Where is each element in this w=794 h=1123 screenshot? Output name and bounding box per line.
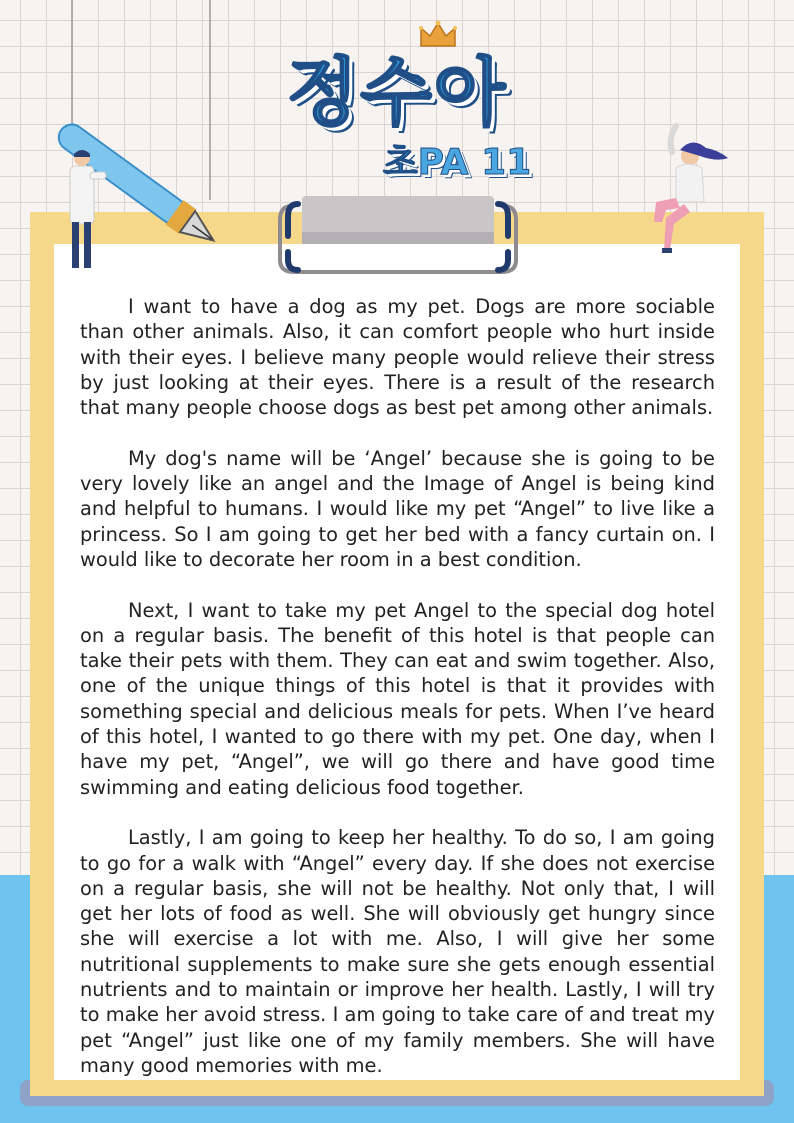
essay-paragraph: Lastly, I am going to keep her healthy. To do so, I am going to go for a walk with “Angel” every day. If she does not exercise on a regular basis, she will not be healthy. Not only that, I will get her lots of food as well. She will obviously get hungry since she will exercise a lot with me. Also, I will give her some nutritional supplements to make sure she gets enough essential nutrients and to maintain or improve her health. Lastly, I will try to make her avoid stress. I am going to take care of and treat my pet “Angel” just like one of my family members. She will have many good memories with me. xyxy=(80,826,715,1077)
page-subtitle: 초PA 11 xyxy=(382,142,532,183)
essay-paragraph: My dog's name will be ‘Angel’ because she is going to be very lovely like an angel and the Image of Angel is being kind and helpful to humans. I would like my pet “Angel” to live like a princess. So I am going to get her bed with a fancy curtain on. I would like to decorate her room in a best condition. xyxy=(80,446,715,571)
essay-body xyxy=(80,294,715,1104)
girl-figure xyxy=(640,122,740,257)
essay-paragraph: I want to have a dog as my pet. Dogs are more sociable than other animals. Also, it can comfort people who hurt inside with their eyes. I believe many people would relieve their stress by just looking at their eyes. There is a result of the research that many people choose dogs as best pet among other animals. xyxy=(80,295,715,420)
binder-clip-icon xyxy=(278,196,518,276)
page-title: 정수아 xyxy=(286,50,508,136)
essay-paragraph: Next, I want to take my pet Angel to the special dog hotel on a regular basis. The benefit of this hotel is that people can take their pets with them. They can eat and swim together. Also, one of the unique things of this hotel is that it provides with something special and delicious meals for pets. When I’ve heard of this hotel, I wanted to go there with my pet. One day, when I have my pet, “Angel”, we will go there and have good time swimming and eating delicious food together. xyxy=(80,598,715,799)
doctor-figure xyxy=(60,148,110,273)
